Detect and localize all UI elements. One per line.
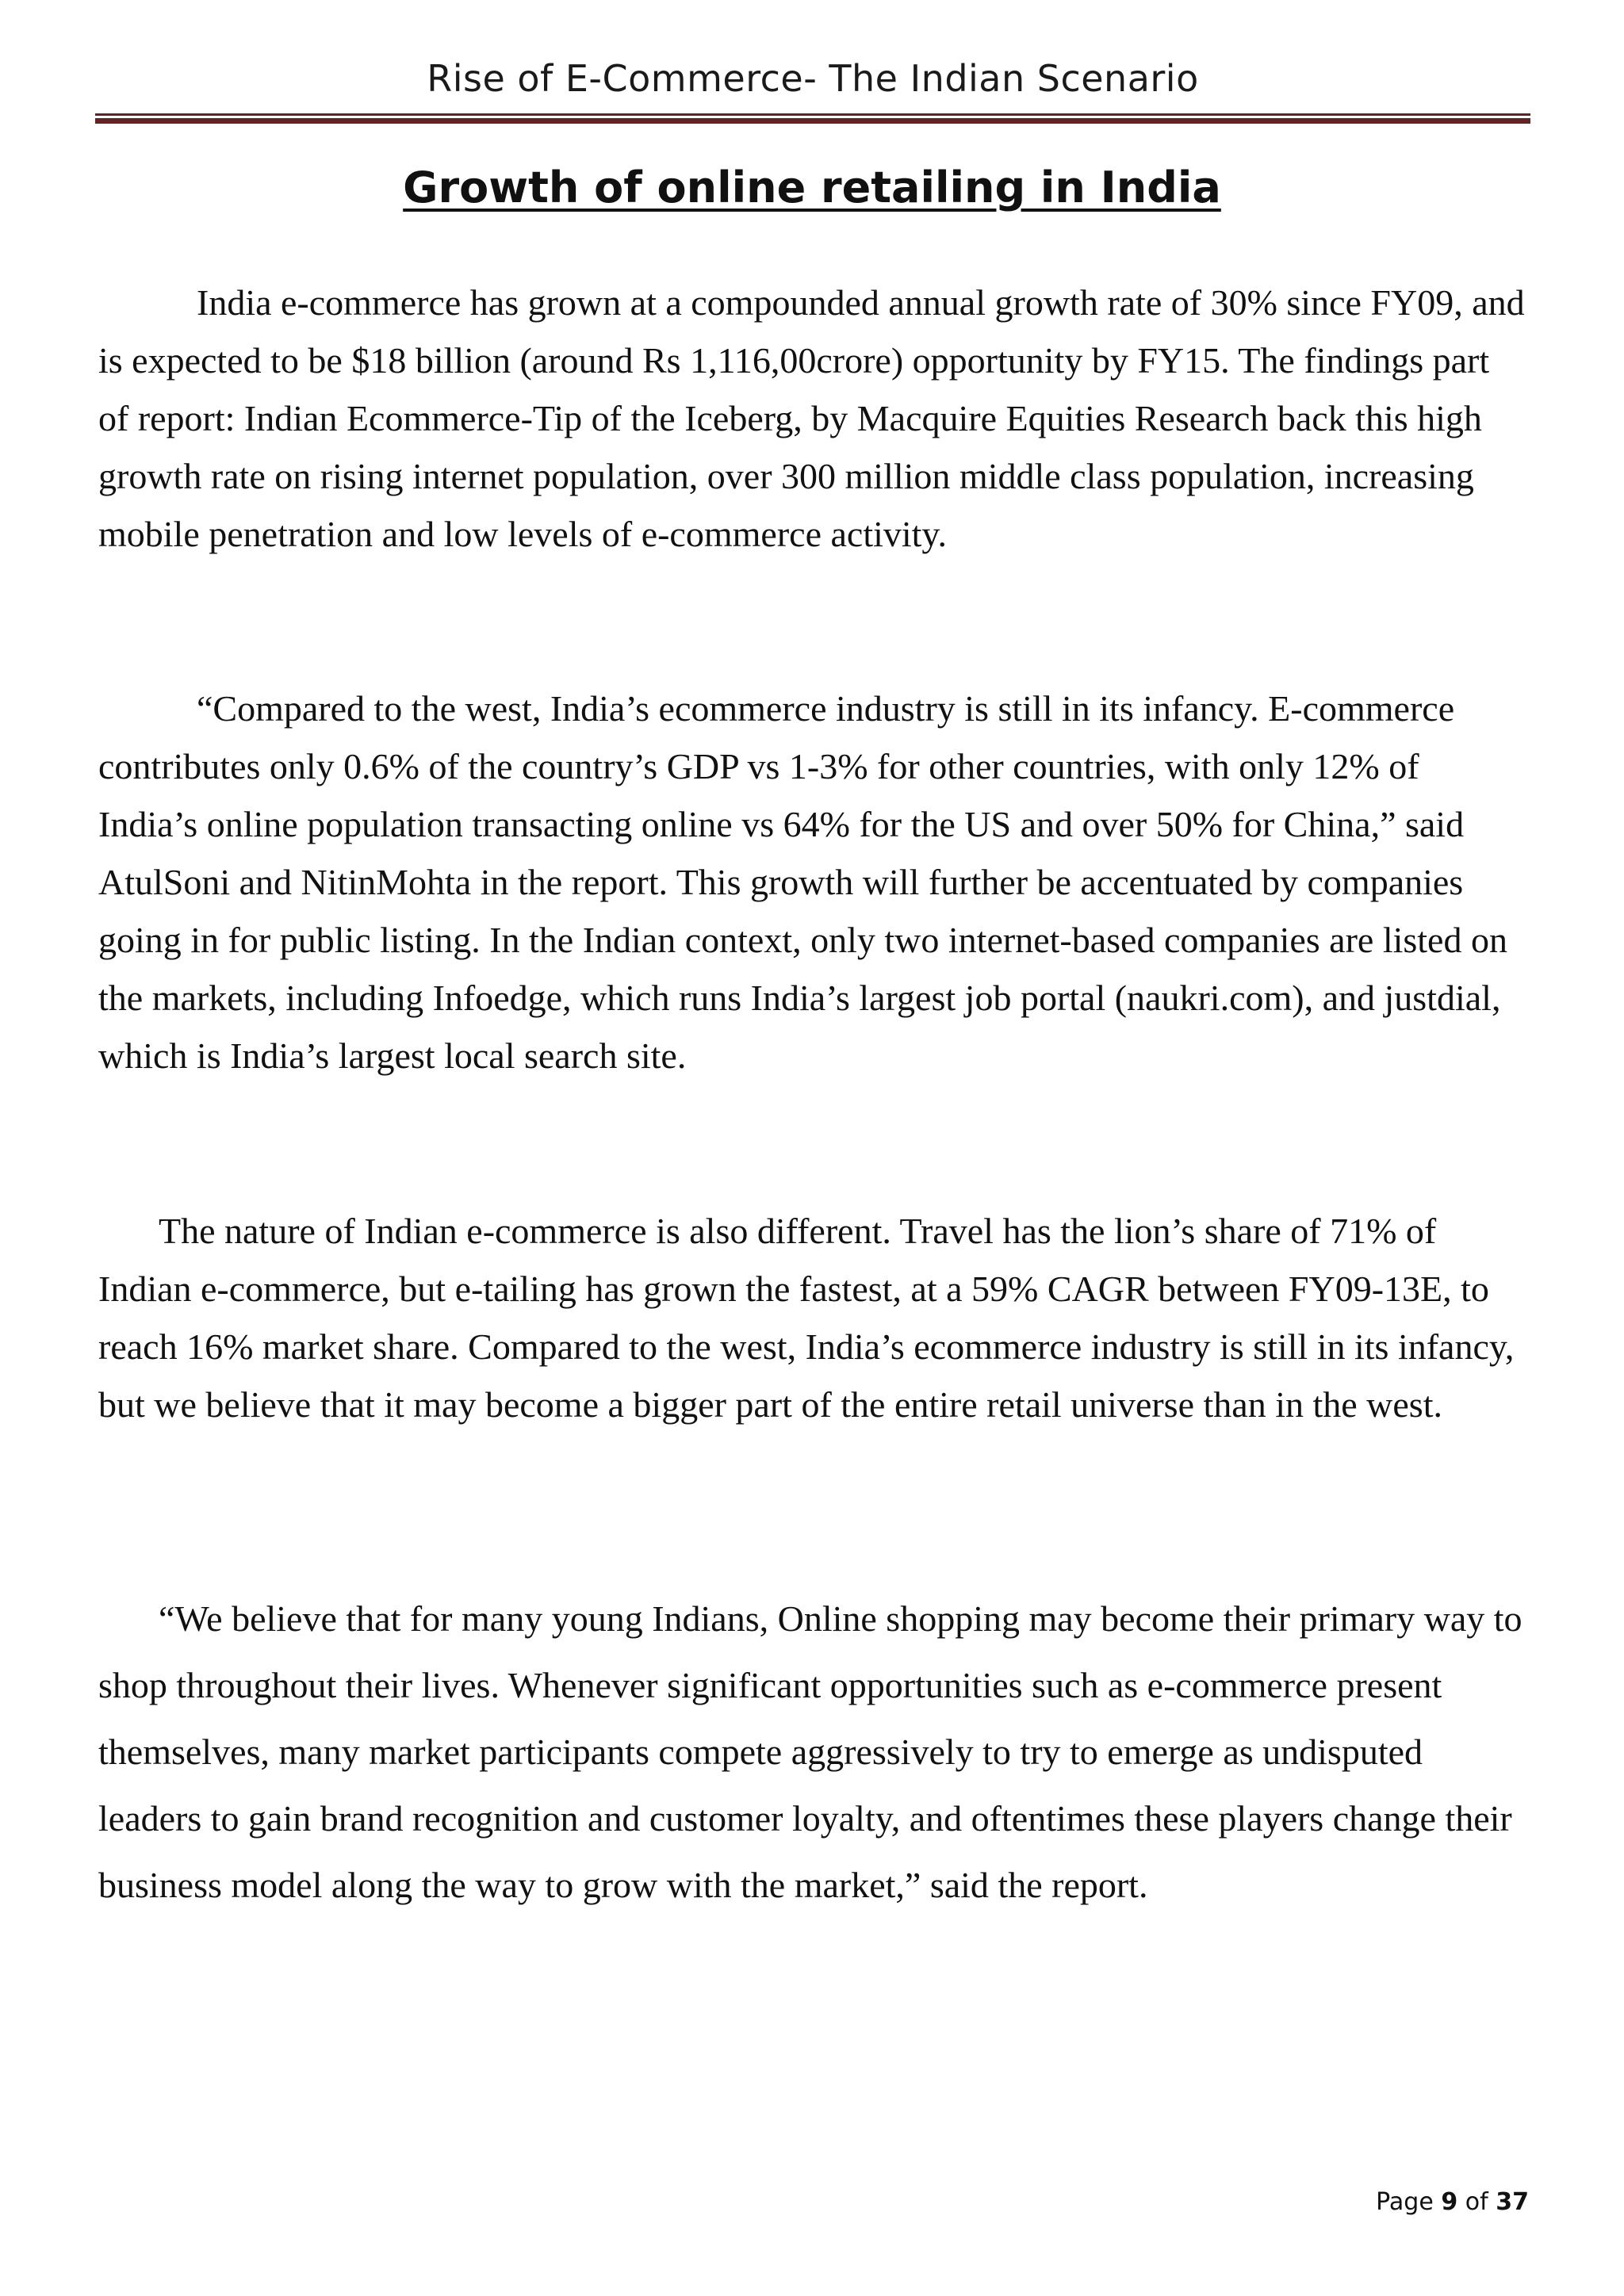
paragraph-young-indians-quote: “We believe that for many young Indians, Online shopping may become their primary way to shop throughout their lives. Whenever significant opportunities such as e-commerce present themselves, many market participants compete aggressively to try to emerge as undisputed leaders to gain brand recognition and customer loyalty, and oftentimes these players change their business model along the way to grow with the market,” said the report. xyxy=(98,1598,1522,1905)
page-number-of: of xyxy=(1465,2188,1488,2216)
page-number-total: 37 xyxy=(1496,2188,1529,2216)
header-rule xyxy=(95,113,1530,124)
paragraph-nature: The nature of Indian e-commerce is also different. Travel has the lion’s share of 71% of Indian e-commerce, but e-tailing has grown the fastest, at a 59% CAGR between FY09-13E, to reach 16% market share. Compared to the west, India’s ecommerce industry is still in its infancy, but we believe that it may become a bigger part of the entire retail universe than in the west. xyxy=(98,1211,1515,1425)
page-number-label: Page xyxy=(1376,2188,1434,2216)
page-title: Growth of online retailing in India xyxy=(403,163,1221,212)
paragraph-infancy-quote: “Compared to the west, India’s ecommerce industry is still in its infancy. E-commerce contributes only 0.6% of the country’s GDP vs 1-3% for other countries, with only 12% of India’s online population transacting online vs 64% for the US and over 50% for China,” said AtulSoni and NitinMohta in the report. This growth will further be accentuated by companies going in for public listing. In the Indian context, only two internet-based companies are listed on the markets, including Infoedge, which runs India’s largest job portal (naukri.com), and justdial, which is India’s largest local search site. xyxy=(98,688,1507,1076)
running-header: Rise of E-Commerce- The Indian Scenario xyxy=(427,57,1199,100)
page-number xyxy=(1376,2188,1529,2216)
page-number-current: 9 xyxy=(1441,2188,1458,2216)
header-rule-thick xyxy=(95,118,1530,124)
paragraph-growth-rate: India e-commerce has grown at a compounded annual growth rate of 30% since FY09, and is expected to be $18 billion (around Rs 1,116,00crore) opportunity by FY15. The findings part of report: Indian Ecommerce-Tip of the Iceberg, by Macquire Equities Research back this high growth rate on rising internet population, over 300 million middle class population, increasing mobile penetration and low levels of e-commerce activity. xyxy=(98,282,1525,554)
